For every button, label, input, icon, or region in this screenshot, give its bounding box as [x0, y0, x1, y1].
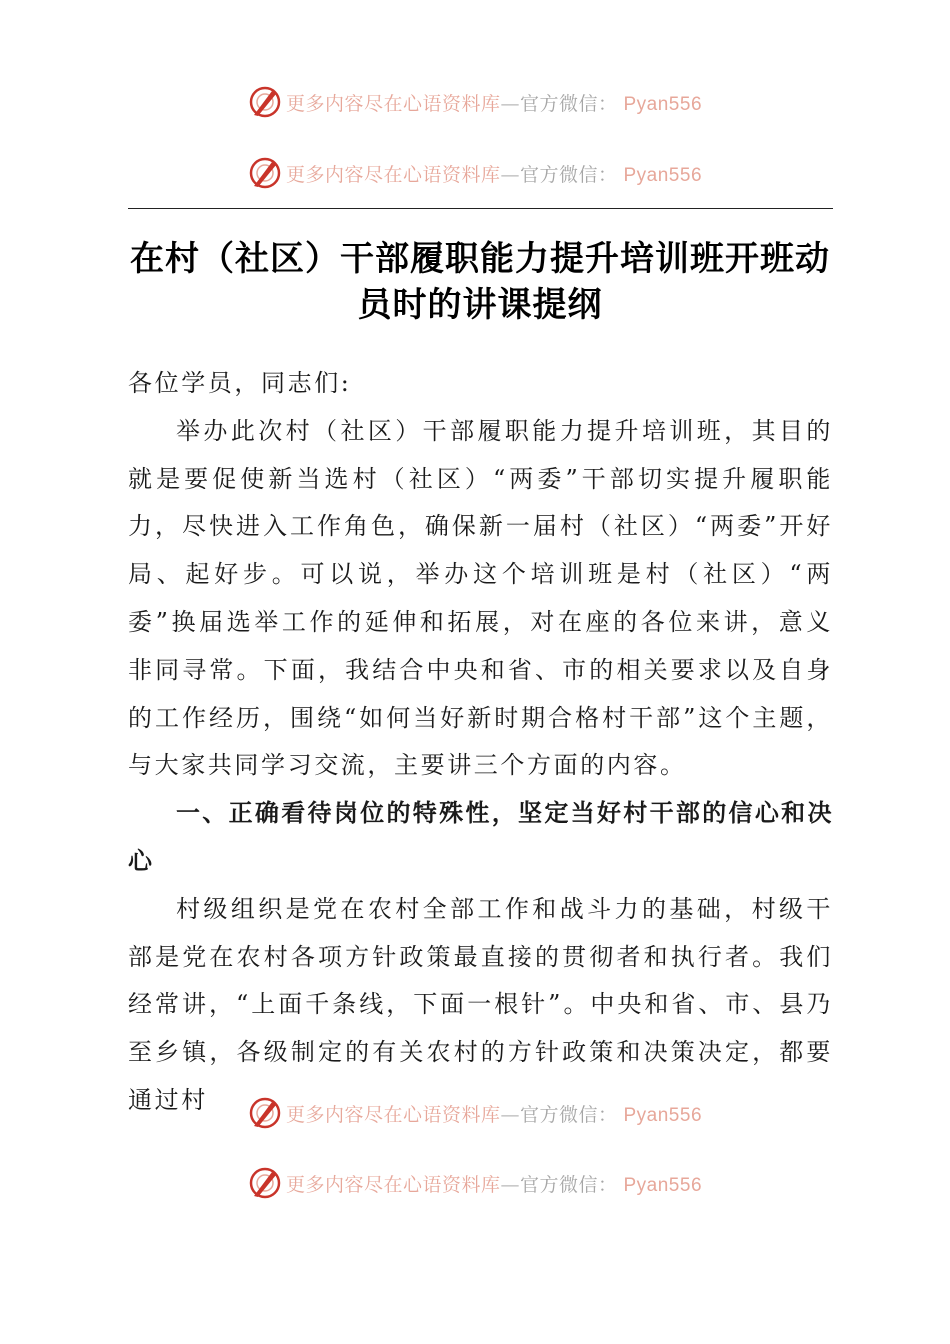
document-title: 在村（社区）干部履职能力提升培训班开班动员时的讲课提纲: [130, 239, 830, 325]
section-paragraph: 村级组织是党在农村全部工作和战斗力的基础，村级干部是党在农村各项方针政策最直接的贯彻者和执行者。我们经常讲，“上面千条线，下面一根针”。中央和省、市、县乃至乡镇，各级制定的有关农村的方针政策和决策决定，都要通过村: [128, 894, 833, 1114]
banner-label: 官方微信：: [519, 1103, 618, 1126]
intro-paragraph: 举办此次村（社区）干部履职能力提升培训班，其目的就是要促使新当选村（社区）“两委”干部切实提升履职能力，尽快进入工作角色，确保新一届村（社区）“两委”开好局、起好步。可以说，举办这个培训班是村（社区）“两委”换届选举工作的延伸和拓展，对在座的各位来讲，意义非同寻常。下面，我结合中央和省、市的相关要求以及自身的工作经历，围绕“如何当好新时期合格村干部”这个主题，与大家共同学习交流，主要讲三个方面的内容。: [128, 416, 833, 780]
banner-main-text: 更多内容尽在心语资料库: [285, 1103, 501, 1126]
watermark-banner: [0, 1093, 950, 1133]
document-body: [128, 360, 833, 1125]
quill-logo-icon: [248, 1096, 282, 1130]
quill-logo-icon: [248, 1166, 282, 1200]
watermark-banner: [0, 153, 950, 193]
banner-wechat-id: Pyan556: [623, 93, 703, 115]
salutation: 各位学员，同志们:: [128, 369, 352, 397]
watermark-banner: [0, 1163, 950, 1203]
banner-main-text: 更多内容尽在心语资料库: [285, 1173, 501, 1196]
quill-logo-icon: [248, 156, 282, 190]
banner-dash: —: [500, 92, 520, 115]
header-divider: [128, 208, 833, 209]
banner-dash: —: [500, 163, 520, 186]
section-heading: 一、正确看待岗位的特殊性，坚定当好村干部的信心和决心: [128, 799, 833, 875]
banner-wechat-id: Pyan556: [623, 164, 703, 186]
banner-label: 官方微信：: [519, 163, 618, 186]
quill-logo-icon: [248, 85, 282, 119]
banner-label: 官方微信：: [519, 1173, 618, 1196]
banner-dash: —: [500, 1103, 520, 1126]
banner-main-text: 更多内容尽在心语资料库: [285, 163, 501, 186]
banner-main-text: 更多内容尽在心语资料库: [285, 92, 501, 115]
banner-dash: —: [500, 1173, 520, 1196]
banner-wechat-id: Pyan556: [623, 1174, 703, 1196]
watermark-banner: [0, 82, 950, 122]
banner-wechat-id: Pyan556: [623, 1104, 703, 1126]
banner-label: 官方微信：: [519, 92, 618, 115]
